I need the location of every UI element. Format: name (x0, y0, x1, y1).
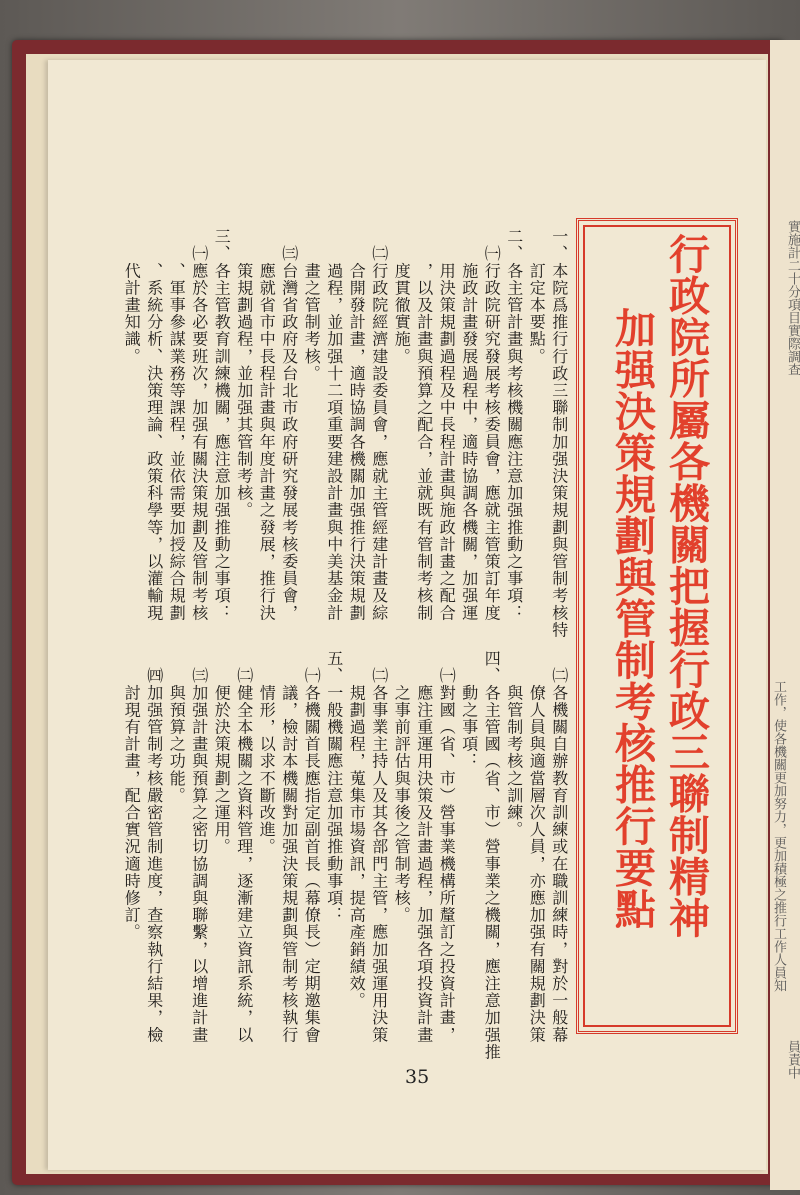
text-column: 僚人員與適當層次人員，亦應加强有關規劃決策 (527, 650, 547, 1044)
text-column: ㈣加强管制考核嚴密管制進度，查察執行結果，檢 (144, 650, 164, 1044)
text-column: 合開發計畫，適時協調各機關加强推行決策規劃 (347, 228, 367, 622)
text-column: 討現有計畫，配合實況適時修訂。 (122, 650, 142, 941)
text-column: 策規劃過程，並加强其管制考核。 (234, 228, 254, 519)
text-column: 之事前評估與事後之管制考核。 (392, 650, 412, 924)
title-frame-inner (583, 225, 731, 1027)
lower-body-text (120, 650, 570, 1061)
text-column: 情形，以求不斷改進。 (257, 650, 277, 856)
text-column: 四、各主管國（省、市）營事業之機關，應注意加强推 (482, 650, 502, 1061)
text-column: 用決策規劃過程及中長程計畫與施政計畫之配合 (437, 228, 457, 622)
text-column: ㈢台灣省政府及台北市政府研究發展考核委員會， (279, 228, 299, 622)
page-number: 35 (405, 1066, 430, 1088)
title-line-1: 行政院所屬各機關把握行政三聯制精神 (662, 233, 710, 939)
text-column: 、軍事參謀業務等課程，並依需要加授綜合規劃 (167, 228, 187, 622)
text-column: ㈠行政院研究發展考核委員會，應就主管策訂年度 (482, 228, 502, 622)
text-column: 訂定本要點。 (527, 228, 547, 365)
text-column: ㈡行政院經濟建設委員會，應就主管經建計畫及綜 (369, 228, 389, 622)
text-column: 二、各主管計畫與考核機關應注意加强推動之事項： (504, 228, 524, 622)
text-column: 畫之管制考核。 (302, 228, 322, 382)
text-column: 一、本院爲推行行政三聯制加强決策規劃與管制考核特 (549, 228, 569, 639)
text-column: 應就省市中長程計畫與年度計畫之發展，推行決 (257, 228, 277, 622)
title-line-2: 加强決策規劃與管制考核推行要點 (608, 307, 656, 930)
text-column: ㈠各機關首長應指定副首長（幕僚長）定期邀集會 (302, 650, 322, 1044)
text-column: ㈠應於各必要班次，加强有關決策規劃及管制考核 (189, 228, 209, 622)
text-column: 規劃過程，蒐集市場資訊，提高產銷績效。 (347, 650, 367, 1010)
text-column: ，以及計畫與預算之配合，並就既有管制考核制 (414, 228, 434, 622)
text-column: ㈡健全本機關之資料管理，逐漸建立資訊系統，以 (234, 650, 254, 1044)
text-column: 與預算之功能。 (167, 650, 187, 804)
text-column: 動之事項： (459, 650, 479, 770)
text-column: ㈡各機關自辦教育訓練或在職訓練時，對於一般幕 (549, 650, 569, 1044)
text-column: ㈠對國（省、市）營事業機構所釐訂之投資計畫， (437, 650, 457, 1044)
text-column: 代計畫知識。 (122, 228, 142, 365)
text-column: 應注重運用決策及計畫過程，加强各項投資計畫 (414, 650, 434, 1044)
text-column: 施政計畫發展過程中，適時協調各機關，加强運 (459, 228, 479, 622)
text-column: 三、各主管教育訓練機關，應注意加强推動之事項： (212, 228, 232, 622)
text-column: 五、一般機關應注意加强推動事項： (324, 650, 344, 924)
text-column: 度貫徹實施。 (392, 228, 412, 365)
adjacent-page-edge (770, 40, 800, 1190)
adjacent-page-text: 實施計二十分項目實際調查 (785, 220, 800, 376)
adjacent-page-text: 員責中 (785, 1040, 800, 1079)
text-column: ㈢加强計畫與預算之密切協調與聯繫，以增進計畫 (189, 650, 209, 1044)
title-frame (576, 218, 738, 1034)
text-column: 議，檢討本機關對加强決策規劃與管制考核執行 (279, 650, 299, 1044)
text-column: 與管制考核之訓練。 (504, 650, 524, 839)
text-column: ㈡各事業主持人及其各部門主管，應加强運用決策 (369, 650, 389, 1044)
text-column: 、系統分析、決策理論、政策科學等，以灌輸現 (144, 228, 164, 622)
text-column: 便於決策規劃之運用。 (212, 650, 232, 856)
adjacent-page-text: 工作，使各機關更加努力，更加積極之推行工作人員知 (771, 680, 786, 992)
text-column: 過程，並加强十二項重要建設計畫與中美基金計 (324, 228, 344, 622)
